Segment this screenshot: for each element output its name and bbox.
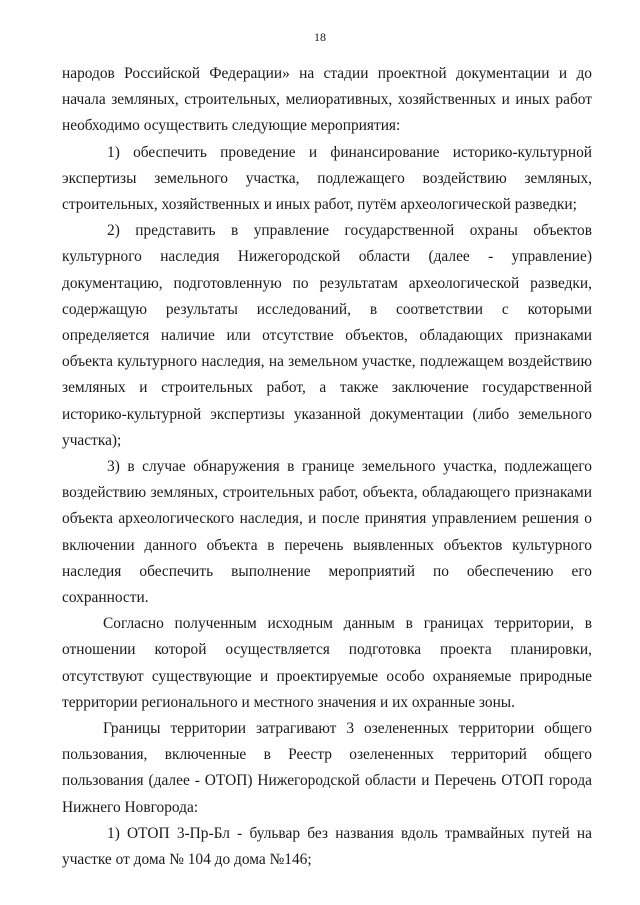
page-number: 18 (314, 30, 326, 44)
paragraph-green-territories: Границы территории затрагивают 3 озелененных территории общего пользования, включенные в Реестр озелененных территорий общего пользования (далее - ОТОП) Нижегородской области и Перечень ОТОП города Нижнего Новгорода: (62, 720, 592, 816)
list-item-otop-boulevard: 1) ОТОП 3-Пр-Бл - бульвар без названия вдоль трамвайных путей на участке от дома № 104 до дома №146; (62, 824, 592, 869)
paragraph-protected-areas: Согласно полученным исходным данным в границах территории, в отношении которой осуществляется подготовка проекта планировки, отсутствуют существующие и проектируемые особо охраняемые природные территории регионального и местного значения и их охранные зоны. (62, 615, 592, 711)
list-item-expertise: 1) обеспечить проведение и финансирование историко-культурной экспертизы земельного участка, подлежащего воздействию земляных, строительных, хозяйственных и иных работ, путём археологической разведки; (62, 143, 592, 214)
paragraph-intro-continuation: народов Российской Федерации» на стадии проектной документации и до начала земляных, строительных, мелиоративных, хозяйственных и иных работ необходимо осуществить следующие мероприятия: (62, 65, 592, 135)
document-body (62, 61, 592, 873)
list-item-documentation: 2) представить в управление государственной охраны объектов культурного наследия Нижегородской области (далее - управление) документацию, подготовленную по результатам археологической разведки, содержащую результаты исследований, в соответствии с которыми определяется наличие или отсутствие объектов, обладающих признаками объекта культурного наследия, на земельном участке, подлежащем воздействию земляных и строительных работ, а также заключение государственной историко-культурной экспертизы указанной документации (либо земельного участка); (62, 222, 592, 449)
list-item-discovery: 3) в случае обнаружения в границе земельного участка, подлежащего воздействию земляных, строительных работ, объекта, обладающего признаками объекта археологического наследия, и после принятия управлением решения о включении данного объекта в перечень выявленных объектов культурного наследия обеспечить выполнение мероприятий по обеспечению его сохранности. (62, 458, 592, 607)
